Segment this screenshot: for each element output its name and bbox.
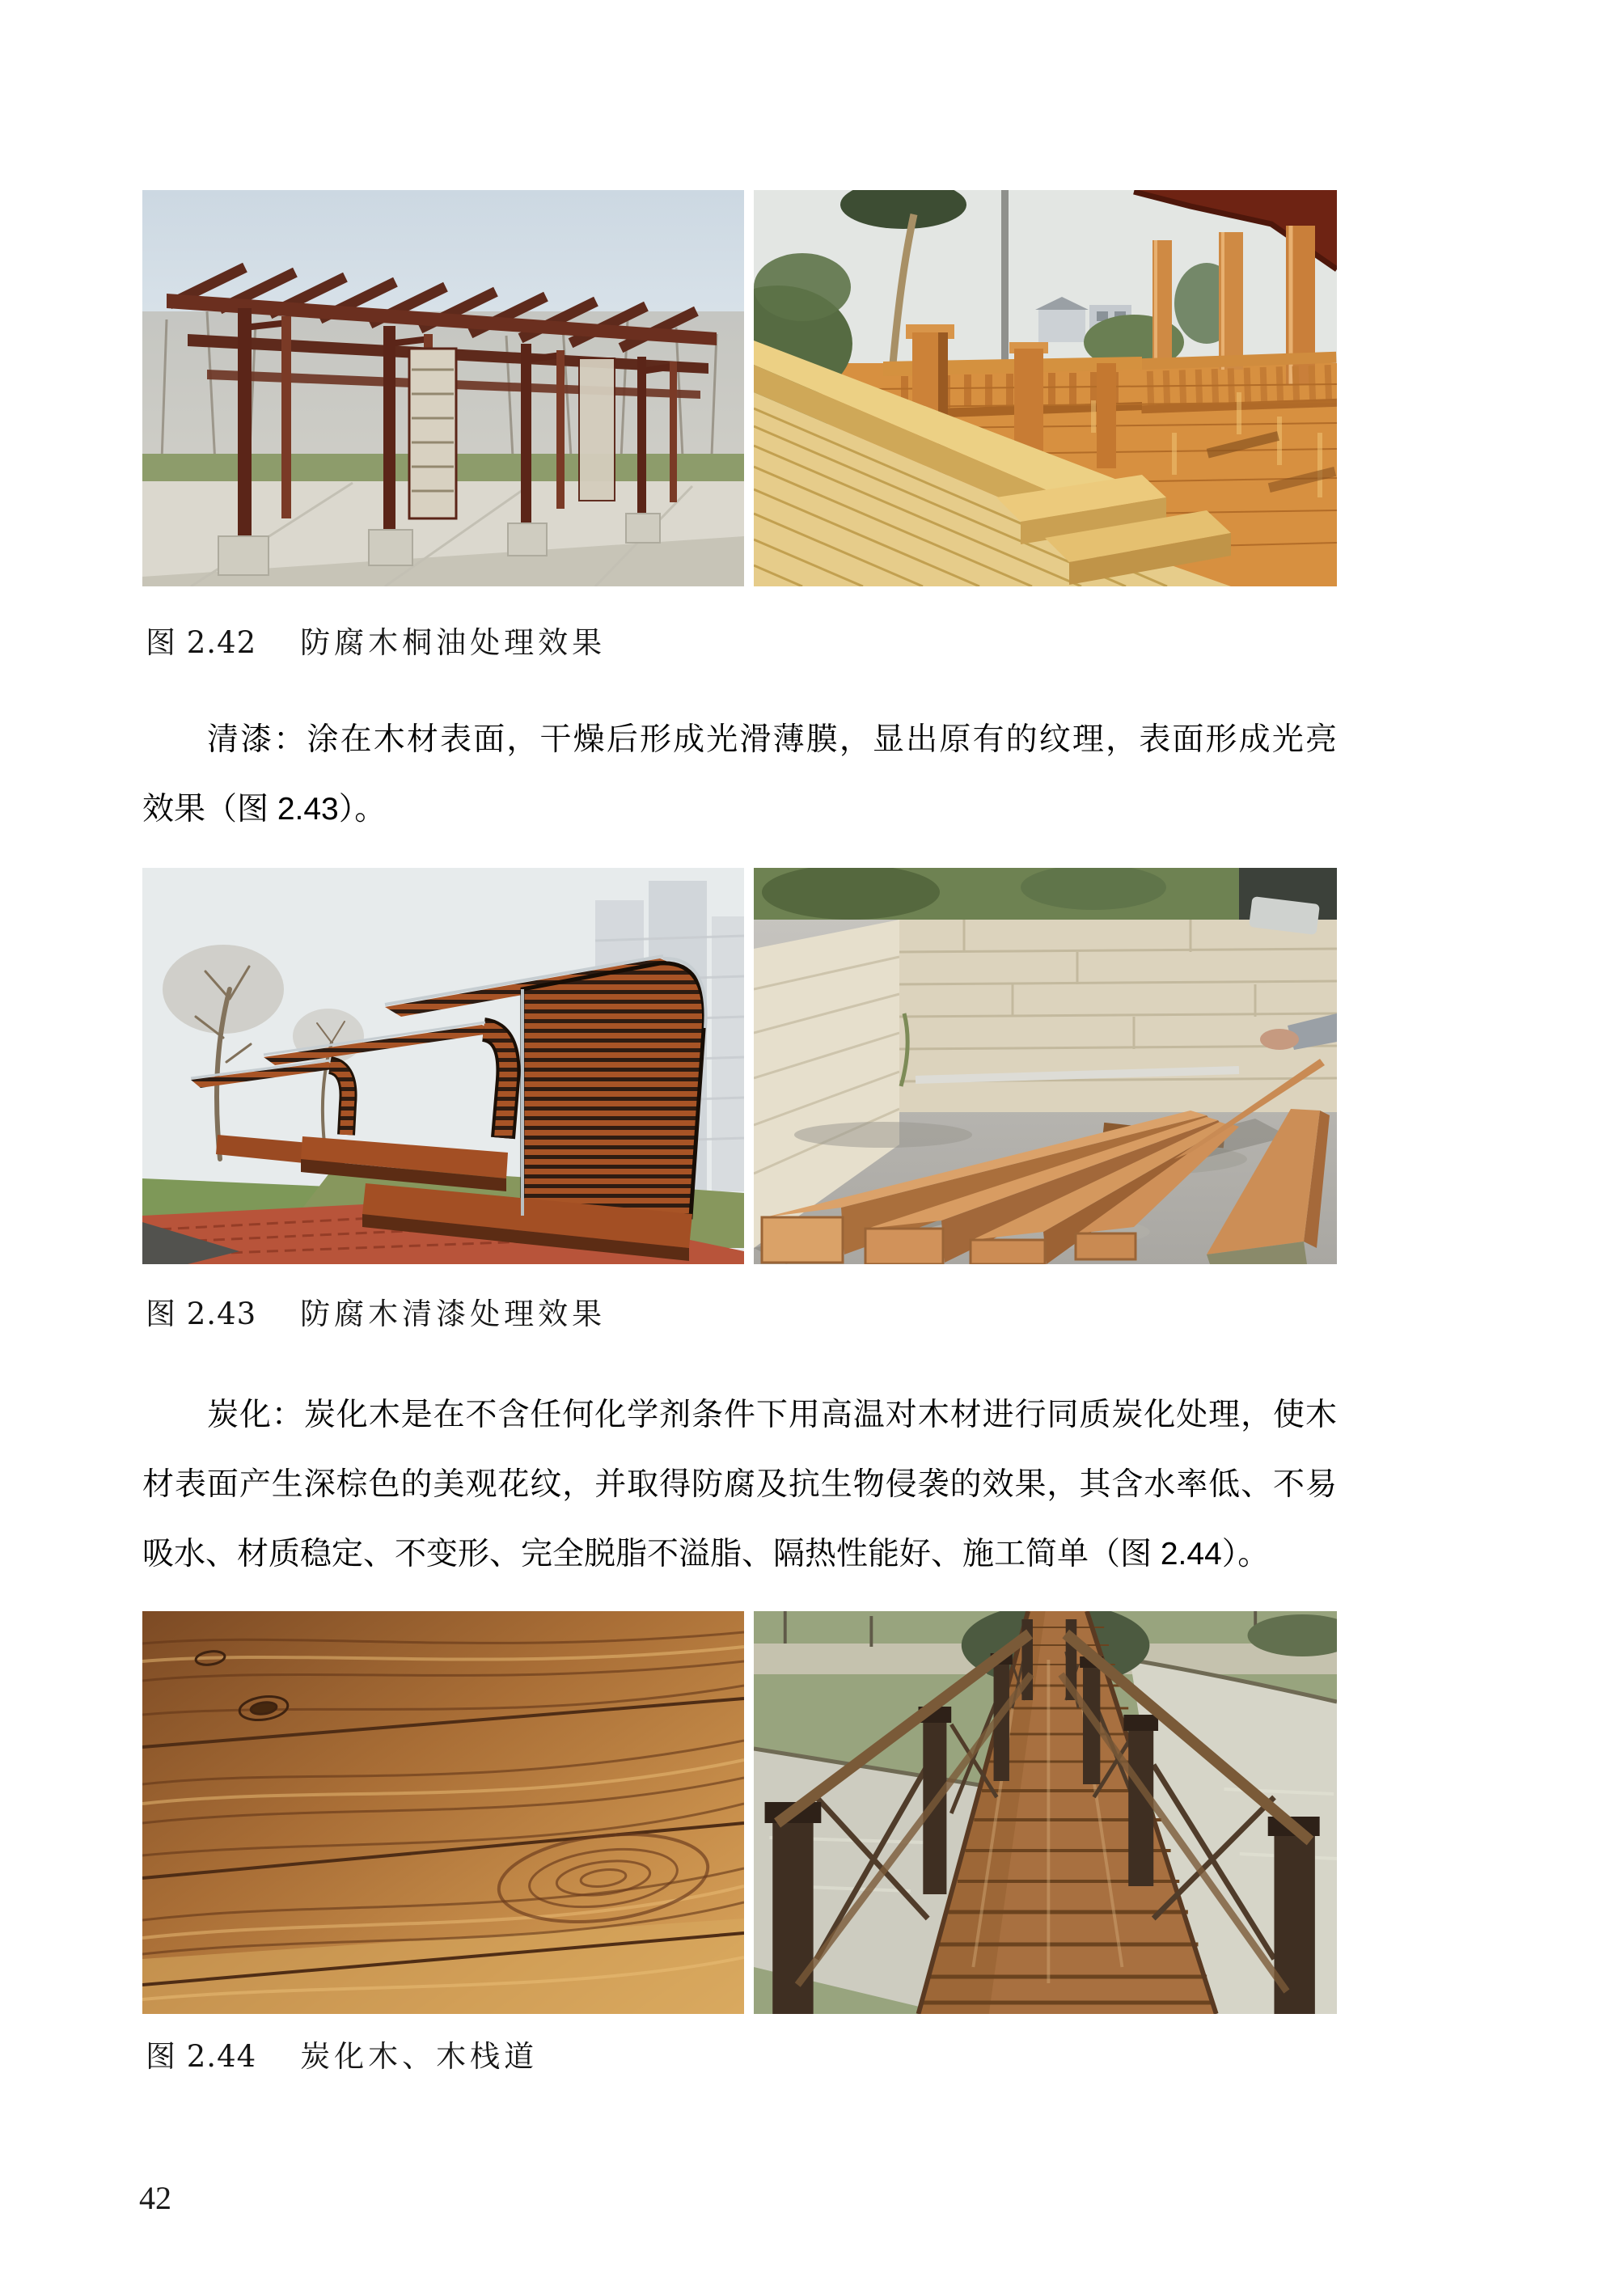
- paragraph-carbonized-line-1: 炭化：炭化木是在不含任何化学剂条件下用高温对木材进行同质炭化处理，使木: [207, 1398, 1337, 1432]
- figure-2-44-label: 图 2.44: [146, 2039, 257, 2074]
- figure-2-44-photo-carbonized-wood: [142, 1611, 744, 2014]
- deck-illustration: [754, 190, 1337, 586]
- figure-2-44-caption: [146, 2038, 538, 2075]
- shelter-illustration: [142, 868, 744, 1264]
- paragraph-varnish-line-2: 效果（图 2.43）。: [142, 792, 387, 827]
- paragraph-carbonized: [142, 1381, 1337, 1589]
- page-number: 42: [139, 2180, 171, 2216]
- lumber-illustration: [754, 868, 1337, 1264]
- figure-2-42-title: 防腐木桐油处理效果: [300, 625, 607, 660]
- figure-2-43-caption: [146, 1296, 606, 1333]
- paragraph-carbonized-line-3: 吸水、材质稳定、不变形、完全脱脂不溢脂、隔热性能好、施工简单（图 2.44）。: [142, 1537, 1270, 1572]
- carbonized-wood-illustration: [142, 1611, 744, 2014]
- figure-2-43-title: 防腐木清漆处理效果: [300, 1297, 607, 1331]
- figure-2-44-title: 炭化木、木栈道: [300, 2039, 539, 2074]
- figure-2-42-photo-deck: [754, 190, 1337, 586]
- figure-2-43-label: 图 2.43: [146, 1297, 257, 1331]
- pergola-illustration: [142, 190, 744, 586]
- figure-2-43-photo-lumber: [754, 868, 1337, 1264]
- figure-2-42-caption: [146, 624, 606, 662]
- paragraph-varnish-line-1: 清漆：涂在木材表面，干燥后形成光滑薄膜，显出原有的纹理，表面形成光亮: [207, 722, 1337, 757]
- figure-2-42-label: 图 2.42: [146, 625, 257, 660]
- paragraph-carbonized-line-2: 材表面产生深棕色的美观花纹，并取得防腐及抗生物侵袭的效果，其含水率低、不易: [142, 1467, 1337, 1502]
- boardwalk-illustration: [754, 1611, 1337, 2014]
- figure-2-44-photo-boardwalk: [754, 1611, 1337, 2014]
- figure-2-42-photo-pergola: [142, 190, 744, 586]
- paragraph-varnish: [142, 705, 1337, 844]
- figure-2-43-photo-shelter: [142, 868, 744, 1264]
